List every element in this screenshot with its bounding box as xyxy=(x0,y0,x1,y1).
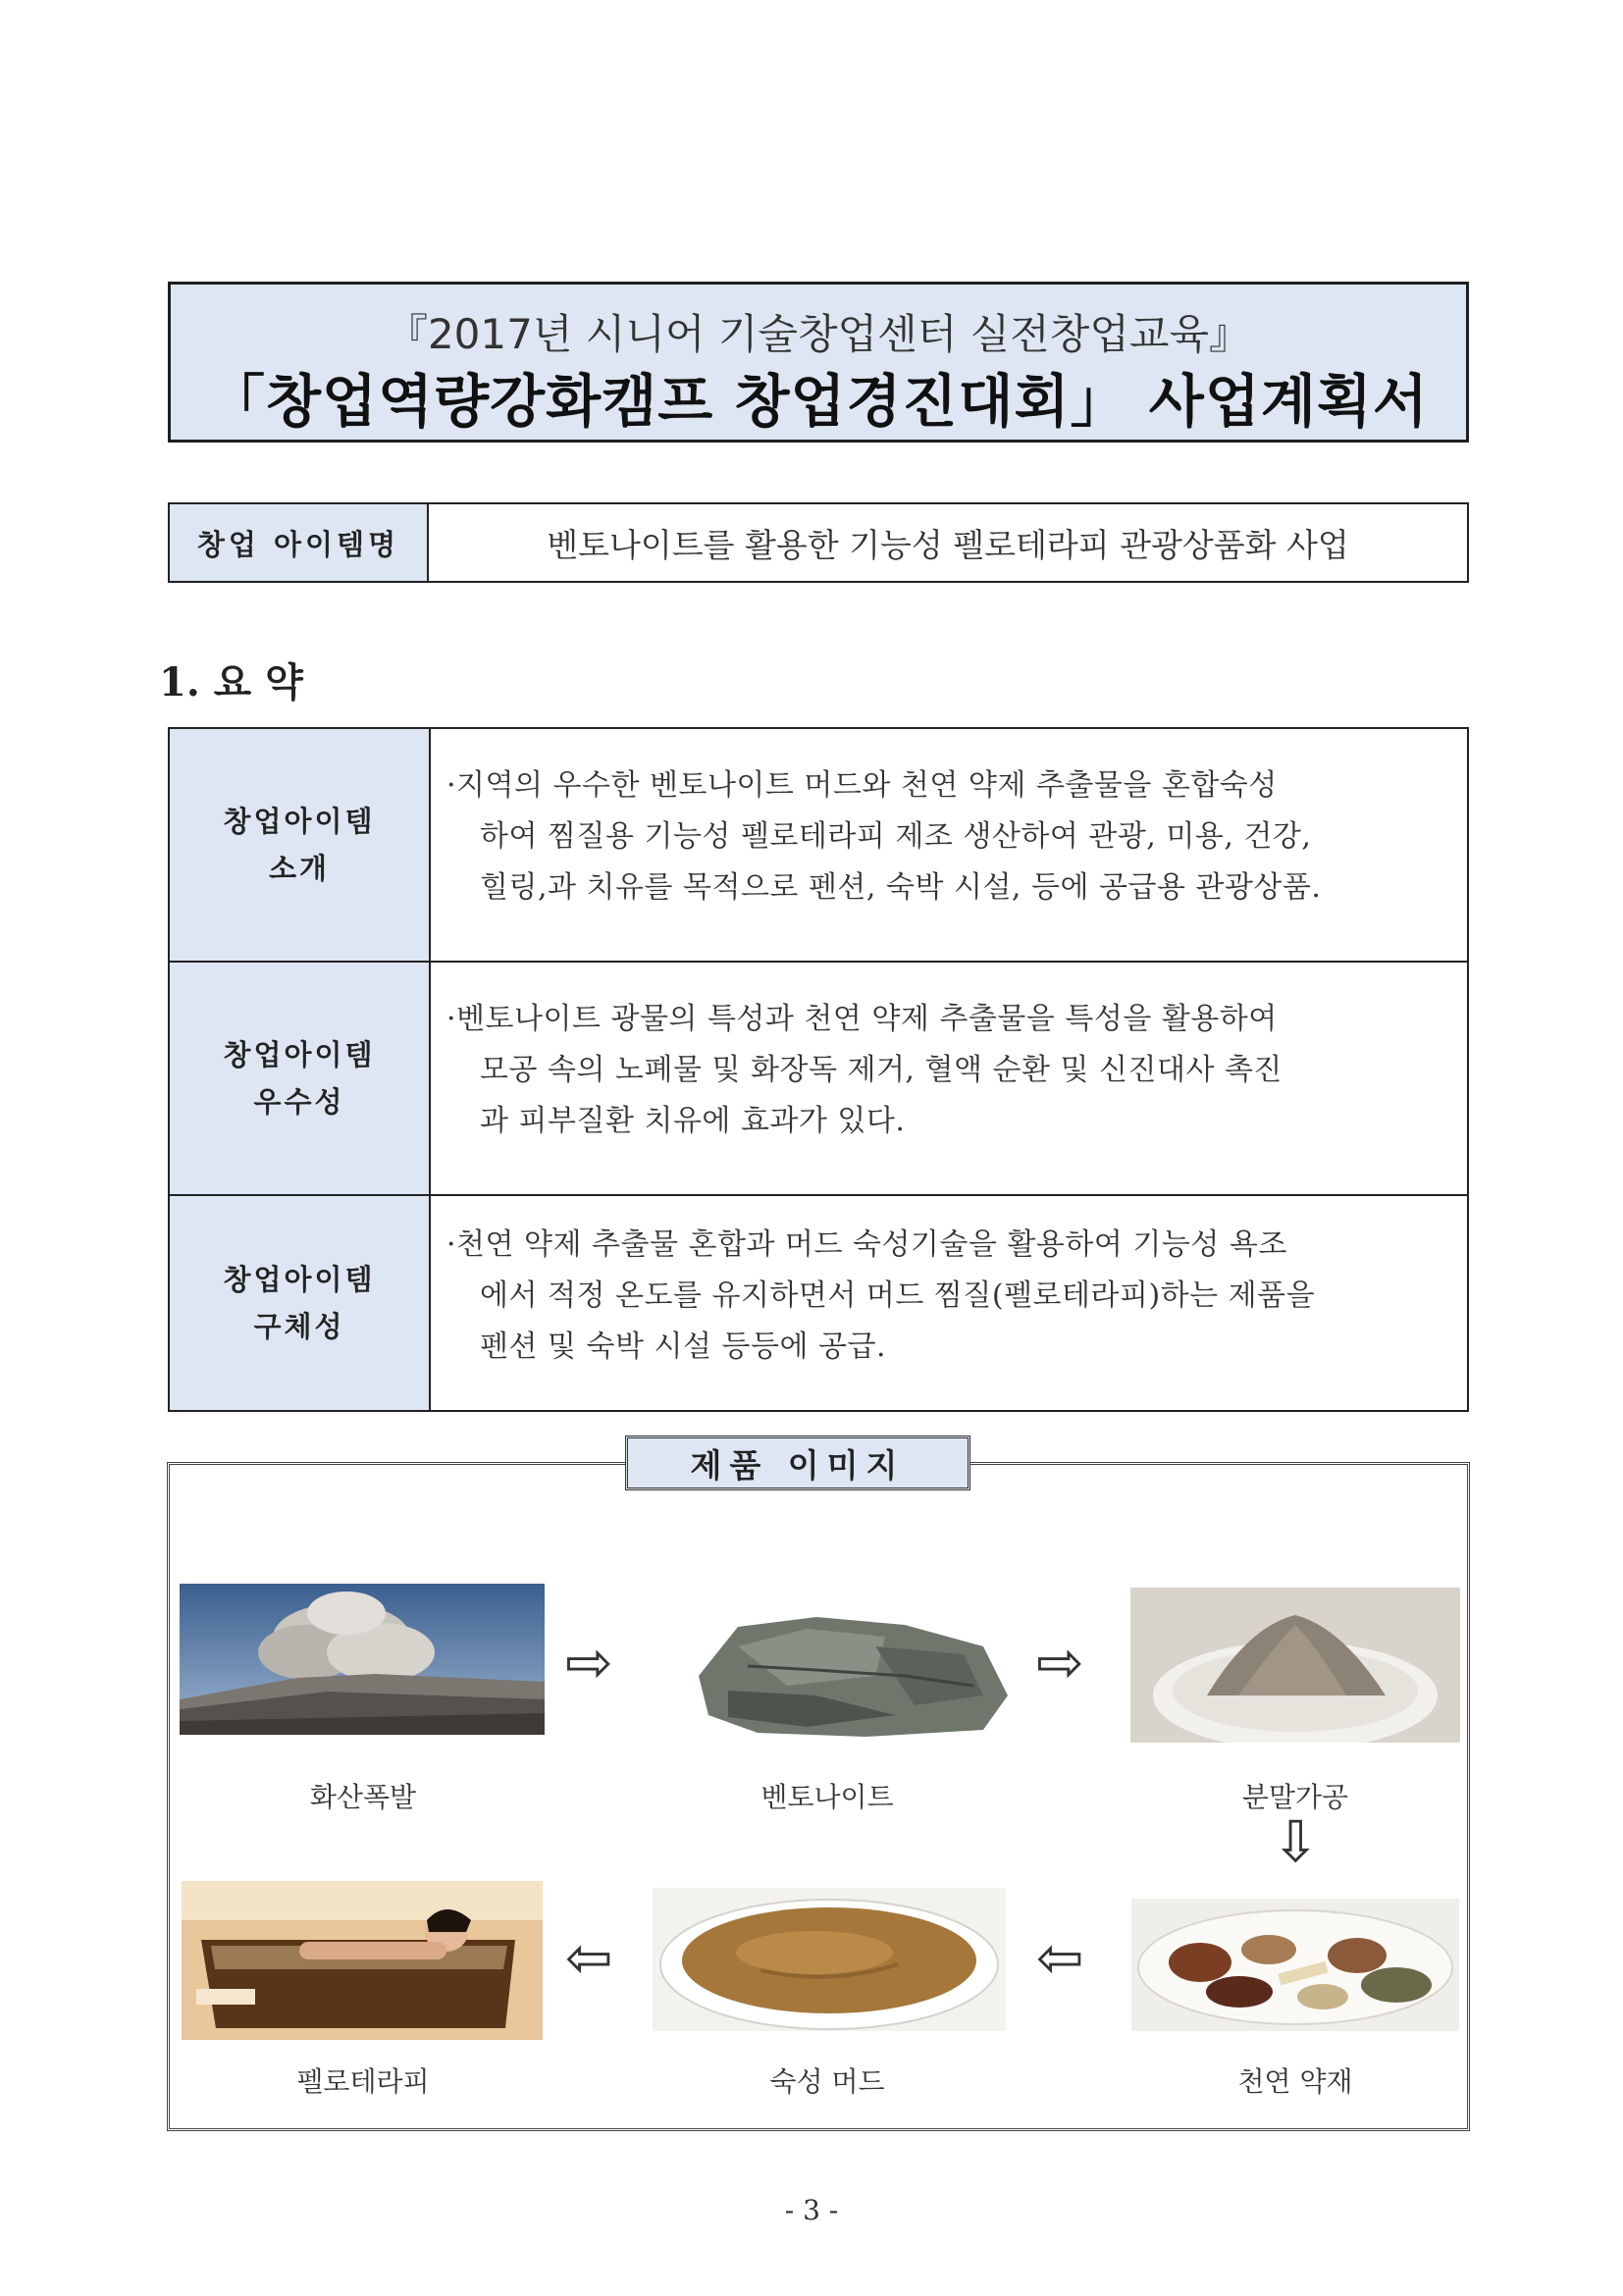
arrow-left-icon: ⇦ xyxy=(565,1924,613,1991)
summary-row-excellence xyxy=(170,963,1467,1196)
summary-line: 펜션 및 숙박 시설 등등에 공급. xyxy=(480,1330,886,1364)
summary-line: ·벤토나이트 광물의 특성과 천연 약제 추출물을 특성을 활용하여 xyxy=(446,1002,1278,1036)
summary-label xyxy=(170,729,431,961)
summary-label-line2: 구체성 xyxy=(253,1310,345,1343)
natural-herbs-image xyxy=(1131,1899,1459,2031)
caption-aged-mud: 숙성 머드 xyxy=(769,2065,885,2098)
caption-volcano: 화산폭발 xyxy=(309,1781,417,1813)
section-heading: 1. 요 약 xyxy=(159,659,303,705)
summary-label-line1: 창업아이템 xyxy=(223,1263,376,1296)
item-name-table xyxy=(168,502,1469,583)
summary-line: 하여 찜질용 기능성 펠로테라피 제조 생산하여 관광, 미용, 건강, xyxy=(480,819,1312,854)
powder-image xyxy=(1130,1588,1460,1743)
summary-line: 에서 적정 온도를 유지하면서 머드 찜질(펠로테라피)하는 제품을 xyxy=(480,1278,1316,1313)
page-number: - 3 - xyxy=(784,2194,839,2226)
summary-line: ·지역의 우수한 벤토나이트 머드와 천연 약제 추출물을 혼합숙성 xyxy=(446,768,1278,803)
summary-line: ·천연 약제 추출물 혼합과 머드 숙성기술을 활용하여 기능성 욕조 xyxy=(446,1227,1287,1262)
header-title: 「창업역량강화캠프 창업경진대회」 사업계획서 xyxy=(208,368,1429,435)
aged-mud-image xyxy=(653,1888,1006,2031)
summary-line: 모공 속의 노폐물 및 화장독 제거, 혈액 순환 및 신진대사 촉진 xyxy=(480,1053,1283,1087)
summary-text xyxy=(431,1196,1467,1410)
summary-line: 과 피부질환 치유에 효과가 있다. xyxy=(480,1104,906,1138)
summary-row-intro xyxy=(170,729,1467,963)
caption-bentonite: 벤토나이트 xyxy=(760,1781,894,1813)
summary-label xyxy=(170,1196,431,1410)
summary-line: 힐링,과 치유를 목적으로 펜션, 숙박 시설, 등에 공급용 관광상품. xyxy=(480,870,1322,905)
header-subtitle: 『2017년 시니어 기술창업센터 실전창업교육』 xyxy=(386,310,1251,358)
summary-label-line2: 우수성 xyxy=(253,1085,345,1119)
item-name-value: 벤토나이트를 활용한 기능성 펠로테라피 관광상품화 사업 xyxy=(547,525,1349,564)
summary-label-line2: 소개 xyxy=(268,852,331,885)
product-image-title: 제품 이미지 xyxy=(625,1435,970,1490)
arrow-left-icon: ⇦ xyxy=(1036,1924,1084,1991)
caption-natural-herbs: 천연 약재 xyxy=(1237,2065,1353,2098)
item-name-label: 창업 아이템명 xyxy=(170,504,429,581)
summary-text xyxy=(431,963,1467,1194)
caption-pelotherapy: 펠로테라피 xyxy=(296,2065,430,2098)
summary-label-line1: 창업아이템 xyxy=(223,1038,376,1071)
arrow-down-icon: ⇩ xyxy=(1272,1808,1320,1875)
pelotherapy-image xyxy=(182,1881,543,2040)
bentonite-image xyxy=(669,1607,1024,1743)
summary-table xyxy=(168,727,1469,1412)
summary-row-specifics xyxy=(170,1196,1467,1410)
arrow-right-icon: ⇨ xyxy=(1036,1629,1084,1696)
document-header xyxy=(168,282,1469,443)
summary-label xyxy=(170,963,431,1194)
summary-text xyxy=(431,729,1467,961)
volcano-eruption-image xyxy=(180,1584,545,1735)
summary-label-line1: 창업아이템 xyxy=(223,805,376,838)
caption-powder: 분말가공 xyxy=(1241,1781,1349,1813)
arrow-right-icon: ⇨ xyxy=(565,1629,613,1696)
